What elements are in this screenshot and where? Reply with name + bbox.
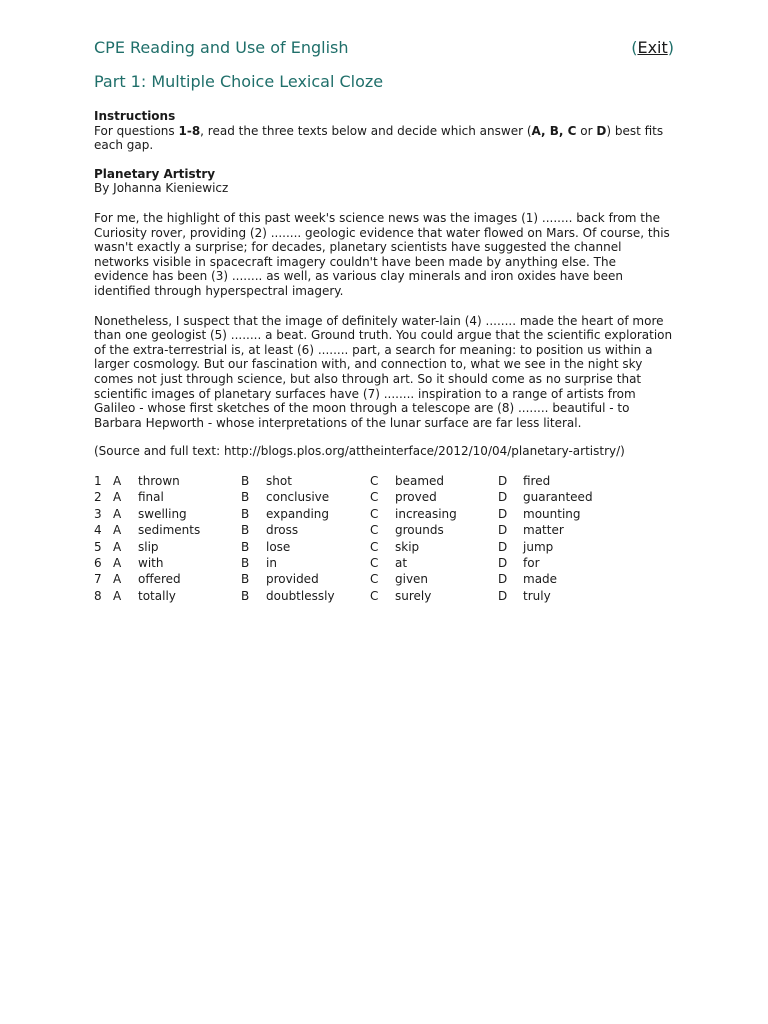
question-number: 3 [94,506,102,521]
exit-control [631,38,674,57]
option-letter-c: C [370,539,379,554]
option-letter-c: C [370,588,379,603]
option-b: doubtlessly [266,588,335,603]
article-title: Planetary Artistry [94,166,216,181]
option-d: truly [523,588,551,603]
answer-letters: A, B, C [531,123,577,138]
article-source: (Source and full text: http://blogs.plos.org/attheinterface/2012/10/04/planetary-artistry/) [94,444,625,459]
article-paragraph: Nonetheless, I suspect that the image of definitely water-lain (4) ........ made the heart of more than one geologist (5) ........ a beat. Ground truth. You could argue that the scientific exploration of the extra-terrestrial is, at least (6) ........ part, a search for meaning: to position us within a larger cosmology. But our fascination with, and connection to, what we see in the night sky comes not just through science, but also through art. So it should come as no surprise that scientific images of planetary surfaces have (7) ........ inspiration to a range of artists from Galileo - whose first sketches of the moon through a telescope are (8) ........ beautiful - to Barbara Hepworth - whose interpretations of the lunar surface are far less literal. [94,313,673,430]
instructions-section [94,109,674,153]
option-letter-b: B [241,473,250,488]
option-d: guaranteed [523,490,593,505]
option-d: fired [523,473,551,488]
option-letter-d: D [498,506,508,521]
option-b: conclusive [266,490,330,505]
option-letter-a: A [113,555,122,570]
question-number: 7 [94,572,102,587]
question-range: 1-8 [178,123,201,138]
instructions-text [94,124,674,153]
question-number: 8 [94,588,102,603]
option-c: at [395,555,408,570]
option-a: with [138,555,164,570]
option-letter-b: B [241,523,250,538]
options-table [94,473,623,604]
option-b: dross [266,523,299,538]
instructions-heading: Instructions [94,109,176,123]
option-letter-b: B [241,506,250,521]
exit-close-paren: ) [667,38,674,57]
option-d: for [523,555,540,570]
option-d: jump [523,539,554,554]
option-letter-b: B [241,539,250,554]
option-c: proved [395,490,437,505]
option-b: in [266,555,277,570]
question-row [94,555,623,571]
answer-letter-d: D [596,123,607,138]
option-b: lose [266,539,291,554]
option-letter-d: D [498,523,508,538]
option-letter-b: B [241,555,250,570]
option-c: beamed [395,473,445,488]
option-b: provided [266,572,319,587]
option-letter-d: D [498,490,508,505]
option-letter-c: C [370,490,379,505]
option-letter-d: D [498,539,508,554]
instructions-text-part: or [576,123,597,138]
question-row [94,506,623,522]
question-row [94,539,623,555]
option-letter-c: C [370,523,379,538]
option-letter-c: C [370,555,379,570]
option-b: expanding [266,506,330,521]
option-c: increasing [395,506,457,521]
option-d: mounting [523,506,581,521]
exit-link[interactable]: Exit [637,38,668,57]
question-row [94,571,623,587]
question-number: 1 [94,473,102,488]
option-a: offered [138,572,181,587]
instructions-text-part: ) best fits each gap. [94,123,664,153]
exit-open-paren: ( [631,38,638,57]
question-row [94,473,623,489]
option-a: swelling [138,506,187,521]
instructions-text-part: For questions [94,123,179,138]
option-letter-c: C [370,506,379,521]
question-row [94,522,623,538]
header [94,38,674,62]
option-letter-a: A [113,473,122,488]
option-c: grounds [395,523,444,538]
option-letter-c: C [370,572,379,587]
option-a: totally [138,588,176,603]
option-c: skip [395,539,420,554]
page-content [94,38,674,604]
question-row [94,489,623,505]
option-b: shot [266,473,292,488]
option-letter-a: A [113,588,122,603]
option-c: given [395,572,429,587]
article [94,167,674,459]
option-a: final [138,490,164,505]
option-letter-d: D [498,588,508,603]
option-letter-a: A [113,572,122,587]
option-a: sediments [138,523,201,538]
option-a: slip [138,539,159,554]
option-d: matter [523,523,564,538]
question-number: 6 [94,555,102,570]
option-letter-a: A [113,539,122,554]
article-author: By Johanna Kieniewicz [94,181,229,196]
app-title: CPE Reading and Use of English [94,38,349,57]
option-letter-d: D [498,572,508,587]
question-number: 4 [94,523,102,538]
instructions-text-part: , read the three texts below and decide which answer ( [200,123,532,138]
option-letter-d: D [498,473,508,488]
question-row [94,588,623,604]
option-letter-b: B [241,588,250,603]
option-d: made [523,572,558,587]
option-c: surely [395,588,432,603]
question-number: 5 [94,539,102,554]
option-a: thrown [138,473,180,488]
article-paragraph: For me, the highlight of this past week's science news was the images (1) ........ back from the Curiosity rover, providing (2) ........ geologic evidence that water flowed on Mars. Of course, this wasn't exactly a surprise; for decades, planetary scientists have suggested the channel networks visible in spacecraft imagery couldn't have been made by anything else. The evidence has been (3) ........ as well, as various clay minerals and iron oxides have been identified through hyperspectral imagery. [94,210,670,298]
question-number: 2 [94,490,102,505]
option-letter-a: A [113,490,122,505]
option-letter-b: B [241,490,250,505]
option-letter-b: B [241,572,250,587]
option-letter-a: A [113,523,122,538]
option-letter-d: D [498,555,508,570]
option-letter-a: A [113,506,122,521]
part-title: Part 1: Multiple Choice Lexical Cloze [94,72,384,91]
option-letter-c: C [370,473,379,488]
